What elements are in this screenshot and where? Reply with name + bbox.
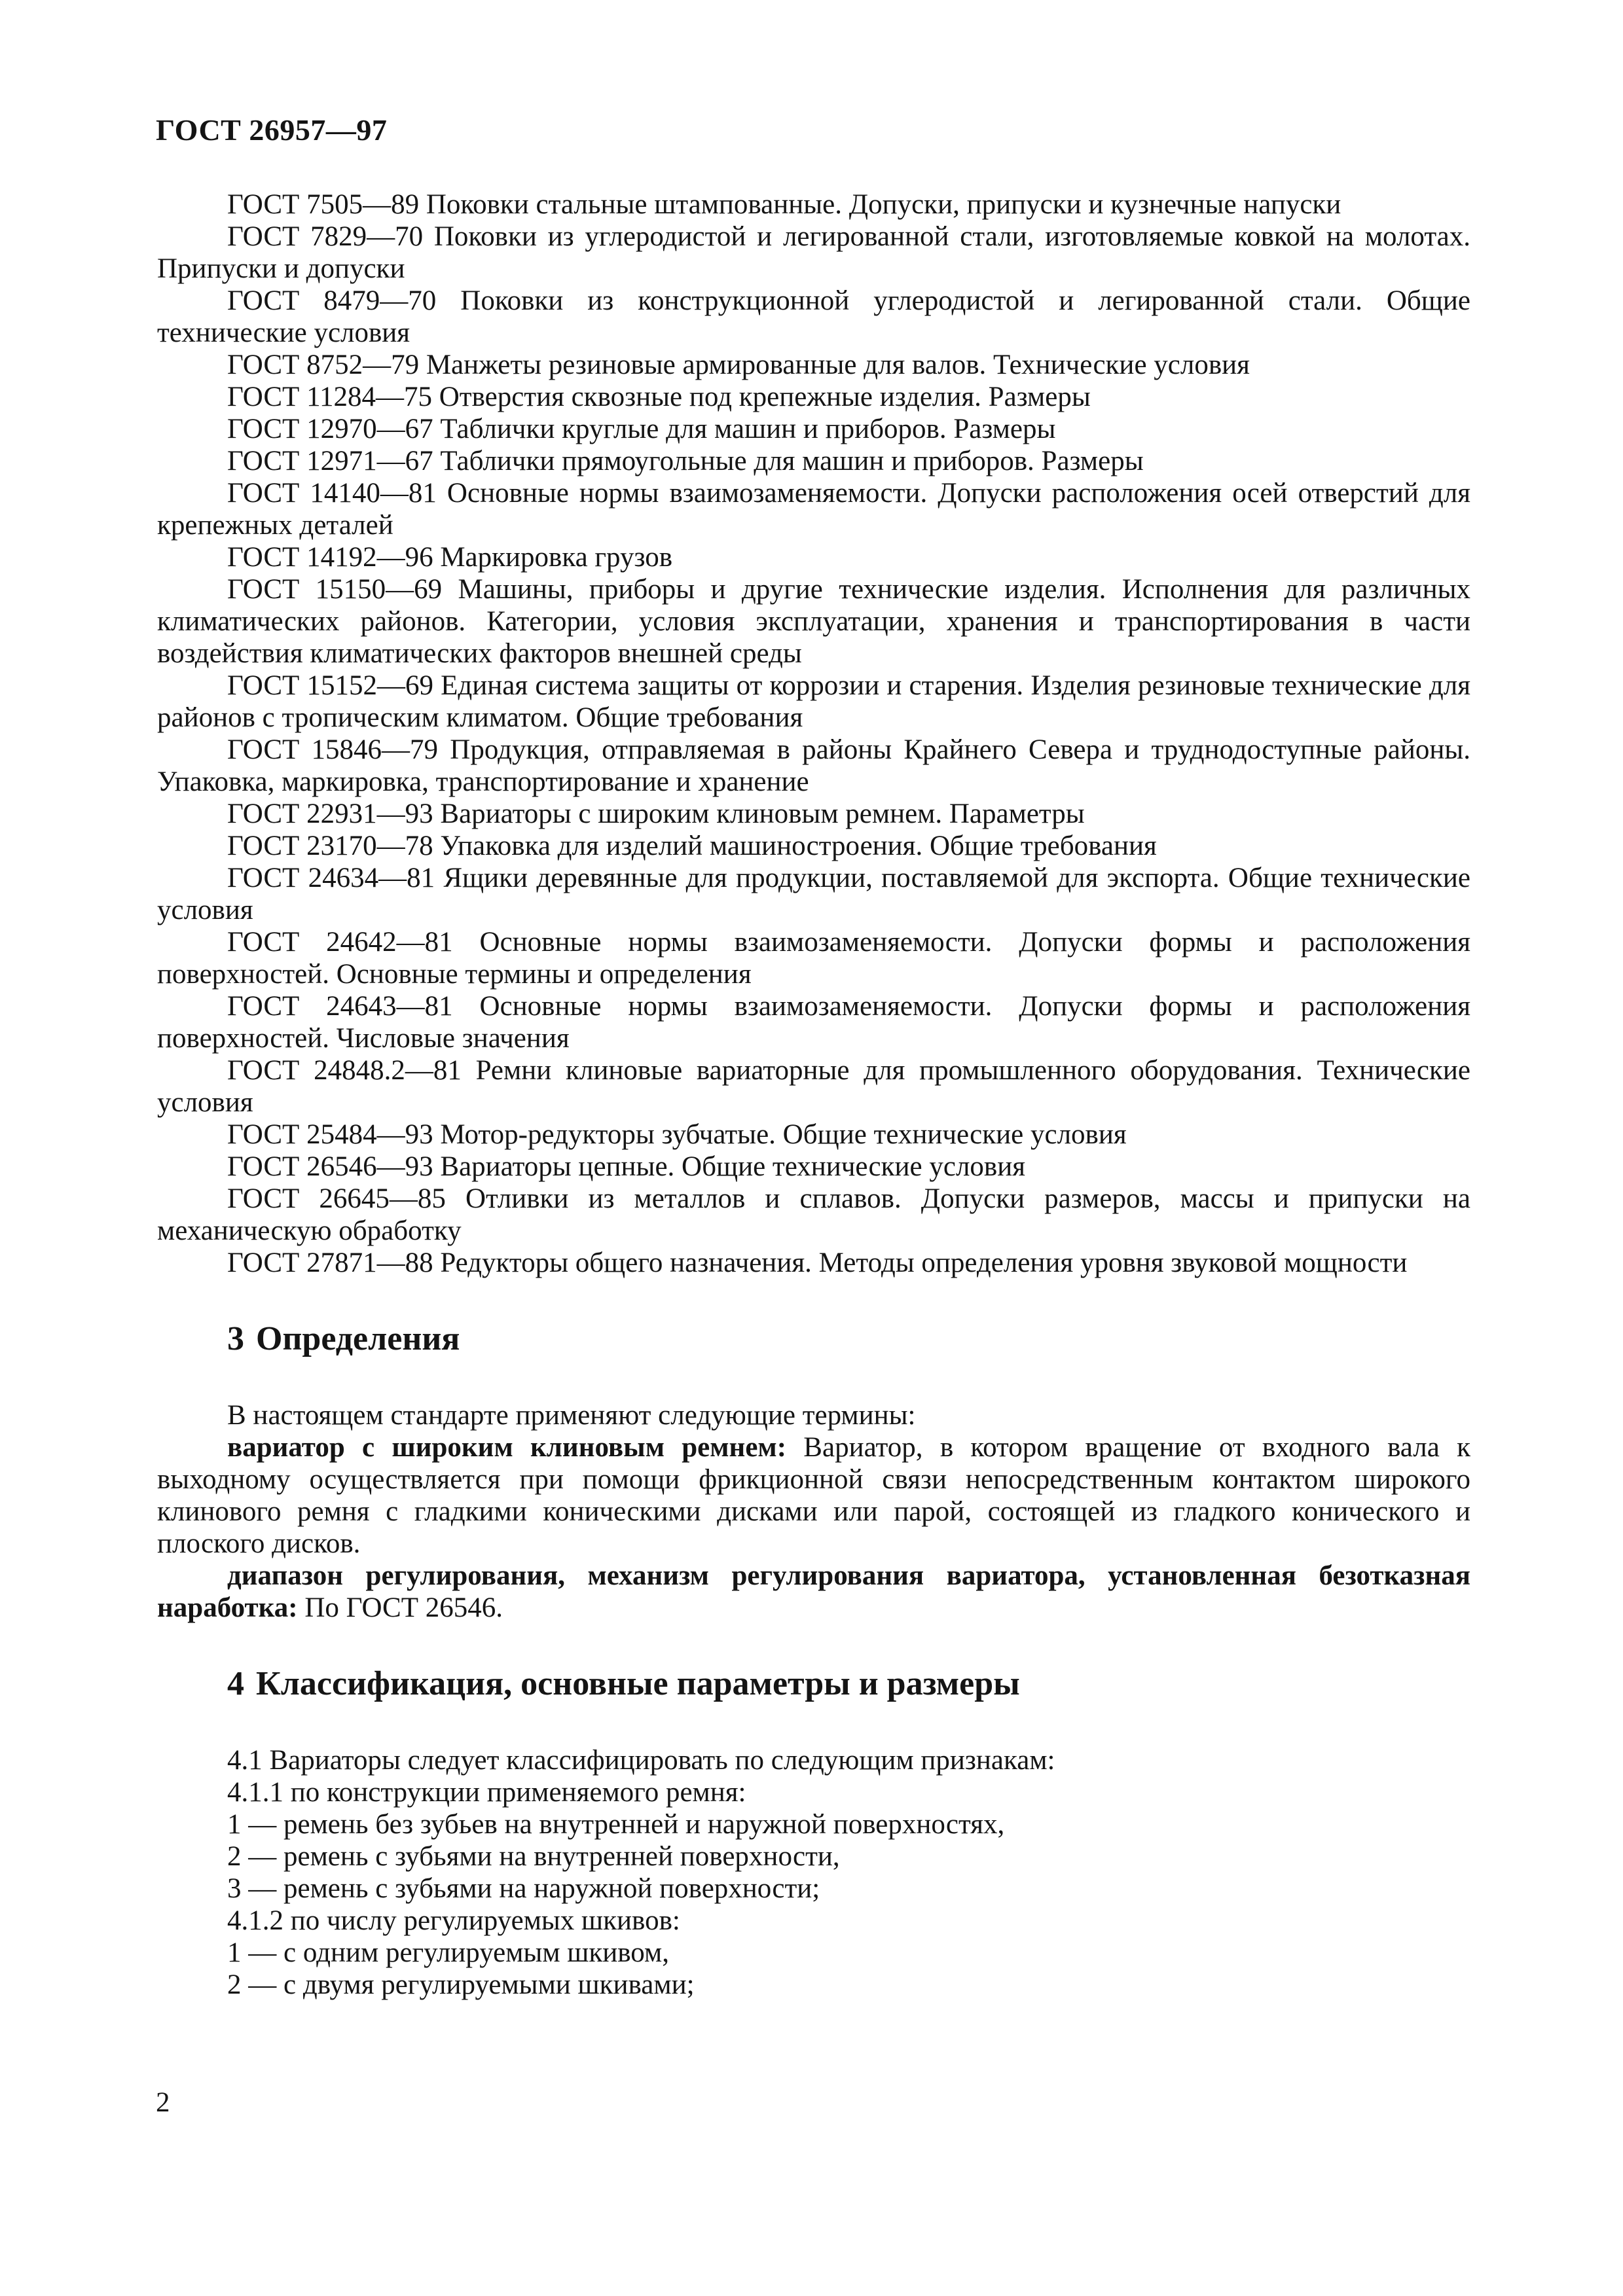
clause-line: 4.1.1 по конструкции применяемого ремня: bbox=[227, 1777, 746, 1808]
term-name: вариатор с широким клиновым ремнем: bbox=[227, 1432, 787, 1463]
definitions-intro: В настоящем стандарте применяют следующие термины: bbox=[227, 1400, 916, 1431]
clause-line: 3 — ремень с зубьями на наружной поверхности; bbox=[227, 1873, 820, 1904]
clause-line: 1 — с одним регулируемым шкивом, bbox=[227, 1937, 669, 1968]
document-body bbox=[157, 188, 1470, 2001]
section-3-heading bbox=[227, 1319, 1470, 1359]
definition-term-1 bbox=[157, 1431, 1470, 1560]
reference-item: ГОСТ 14192—96 Маркировка грузов bbox=[227, 542, 673, 573]
reference-item: ГОСТ 7505—89 Поковки стальные штампованные. Допуски, припуски и кузнечные напуски bbox=[227, 189, 1341, 220]
reference-item: ГОСТ 24634—81 Ящики деревянные для продукции, поставляемой для экспорта. Общие технические условия bbox=[157, 863, 1470, 925]
reference-item: ГОСТ 23170—78 Упаковка для изделий машиностроения. Общие требования bbox=[227, 831, 1157, 861]
reference-item: ГОСТ 14140—81 Основные нормы взаимозаменяемости. Допуски расположения осей отверстий для крепежных деталей bbox=[157, 478, 1470, 541]
reference-item: ГОСТ 12970—67 Таблички круглые для машин и приборов. Размеры bbox=[227, 414, 1056, 444]
normative-references-list bbox=[157, 188, 1470, 1279]
document-header: ГОСТ 26957—97 bbox=[156, 113, 388, 147]
reference-item: ГОСТ 26546—93 Вариаторы цепные. Общие технические условия bbox=[227, 1151, 1025, 1182]
reference-item: ГОСТ 15846—79 Продукция, отправляемая в районы Крайнего Севера и труднодоступные районы. Упаковка, маркировка, транспортирование и хранение bbox=[157, 734, 1470, 797]
reference-item: ГОСТ 27871—88 Редукторы общего назначения. Методы определения уровня звуковой мощности bbox=[227, 1247, 1408, 1278]
reference-item: ГОСТ 11284—75 Отверстия сквозные под крепежные изделия. Размеры bbox=[227, 382, 1091, 412]
section-title: Определения bbox=[256, 1320, 460, 1357]
clause-line: 1 — ремень без зубьев на внутренней и наружной поверхностях, bbox=[227, 1809, 1005, 1840]
section-4-heading bbox=[227, 1664, 1470, 1704]
reference-item: ГОСТ 7829—70 Поковки из углеродистой и легированной стали, изготовляемые ковкой на молотах. Припуски и допуски bbox=[157, 221, 1470, 284]
clause-line: 2 — с двумя регулируемыми шкивами; bbox=[227, 1969, 695, 2000]
reference-item: ГОСТ 24848.2—81 Ремни клиновые вариаторные для промышленного оборудования. Технические условия bbox=[157, 1055, 1470, 1118]
section-4-body bbox=[157, 1744, 1470, 2001]
reference-item: ГОСТ 24643—81 Основные нормы взаимозаменяемости. Допуски формы и расположения поверхностей. Числовые значения bbox=[157, 991, 1470, 1054]
term-name: диапазон регулирования, механизм регулирования вариатора, установленная безотказная наработка: bbox=[157, 1560, 1470, 1623]
clause-line: 4.1.2 по числу регулируемых шкивов: bbox=[227, 1905, 680, 1936]
section-number: 3 bbox=[227, 1320, 244, 1357]
section-3-body bbox=[157, 1399, 1470, 1624]
reference-item: ГОСТ 15152—69 Единая система защиты от коррозии и старения. Изделия резиновые технические для районов с тропическим климатом. Общие требования bbox=[157, 670, 1470, 733]
term-definition: Вариатор, в котором вращение от входного вала к выходному осуществляется при помощи фрикционной связи непосредственным контактом широкого клинового ремня с гладкими коническими дисками или парой, состоящей из гладкого конического и плоского дисков. bbox=[157, 1432, 1470, 1559]
term-definition: По ГОСТ 26546. bbox=[297, 1592, 503, 1623]
reference-item: ГОСТ 24642—81 Основные нормы взаимозаменяемости. Допуски формы и расположения поверхностей. Основные термины и определения bbox=[157, 927, 1470, 990]
page-number: 2 bbox=[156, 2087, 170, 2118]
clause-line: 2 — ремень с зубьями на внутренней поверхности, bbox=[227, 1841, 840, 1872]
reference-item: ГОСТ 26645—85 Отливки из металлов и сплавов. Допуски размеров, массы и припуски на механическую обработку bbox=[157, 1183, 1470, 1246]
reference-item: ГОСТ 25484—93 Мотор-редукторы зубчатые. Общие технические условия bbox=[227, 1119, 1127, 1150]
section-title: Классификация, основные параметры и размеры bbox=[256, 1665, 1020, 1702]
reference-item: ГОСТ 15150—69 Машины, приборы и другие технические изделия. Исполнения для различных климатических районов. Категории, условия эксплуатации, хранения и транспортирования в части воздействия климатических факторов внешней среды bbox=[157, 574, 1470, 669]
clause-line: 4.1 Вариаторы следует классифицировать по следующим признакам: bbox=[227, 1745, 1055, 1776]
reference-item: ГОСТ 8479—70 Поковки из конструкционной углеродистой и легированной стали. Общие технические условия bbox=[157, 285, 1470, 348]
section-number: 4 bbox=[227, 1665, 244, 1702]
reference-item: ГОСТ 12971—67 Таблички прямоугольные для машин и приборов. Размеры bbox=[227, 446, 1144, 476]
reference-item: ГОСТ 22931—93 Вариаторы с широким клиновым ремнем. Параметры bbox=[227, 798, 1085, 829]
definition-term-2 bbox=[157, 1560, 1470, 1624]
reference-item: ГОСТ 8752—79 Манжеты резиновые армированные для валов. Технические условия bbox=[227, 350, 1250, 380]
